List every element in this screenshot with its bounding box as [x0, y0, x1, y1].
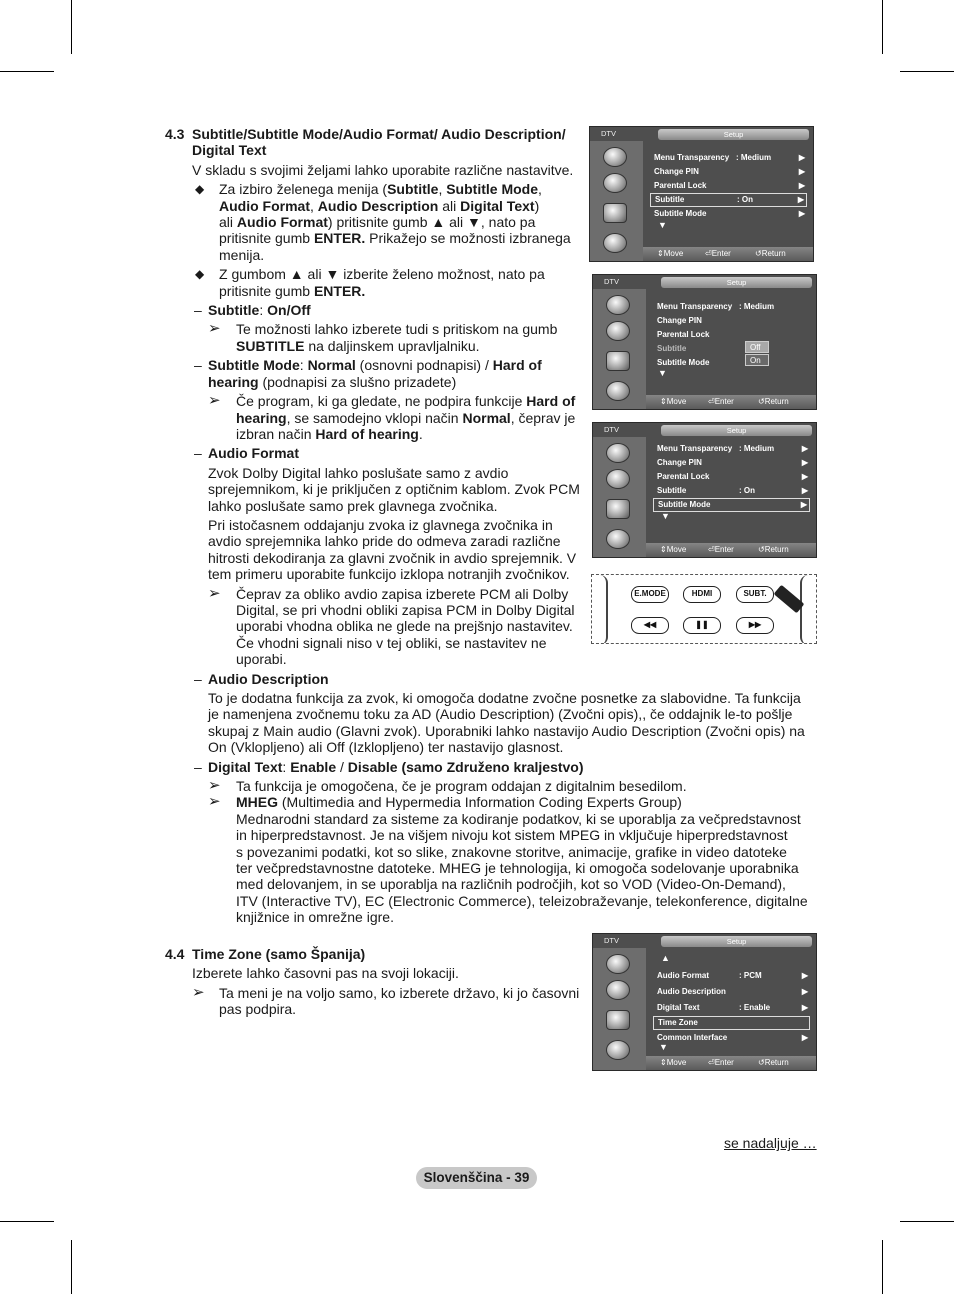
tab-setup: Setup: [658, 129, 809, 140]
dash-bullet: –: [194, 758, 202, 775]
osd-screen-subtitle-mode: DTV Setup Menu Transparency : Medium ▶ Change PIN ▶ Parental Lock ▶ Subtitle : On ▶ Subtitle Mode ▶ ▼ ⇕ Move ⏎ Enter ↺ Return: [592, 422, 817, 558]
enter-hint: ⏎ Enter: [708, 545, 734, 554]
bullet-select-menu: ◆ Za izbiro želenega menija (Subtitle, Subtitle Mode, Audio Format, Audio Description ali Digital Text) ali Audio Format) pritisnite gumb ▲ ali ▼, nato pa pritisnite gumb ENTER. Prikažejo se možnosti izbranega menija.: [195, 181, 571, 263]
scroll-down-icon: ▼: [658, 368, 667, 378]
dash-bullet: –: [194, 670, 202, 687]
menu-item-common-interface[interactable]: Common Interface ▶: [657, 1033, 808, 1042]
note-subtitle-mode: ➢ Če program, ki ga gledate, ne podpira funkcije Hard of hearing, se samodejno vklopi način Normal, čeprav je izbran način Hard of hearing.: [208, 392, 576, 442]
rewind-button[interactable]: ◀◀: [631, 617, 669, 634]
item-audio-format: – Audio Format: [194, 445, 299, 462]
picture-menu-icon: [606, 443, 630, 463]
return-hint: ↺ Return: [758, 397, 789, 406]
menu-item-menu-transparency[interactable]: Menu Transparency : Medium ▶: [657, 444, 808, 453]
diamond-bullet-icon: ◆: [195, 267, 205, 282]
setup-menu-icon: [606, 351, 630, 371]
note-audio-format: ➢ Čeprav za obliko avdio zapisa izberete PCM ali Dolby Digital, se pri vhodni obliki zapisa PCM in Dolby Digital uporabi vhodna oblika ne glede na prejšnjo nastavitev. Če vhodni signali niso v tej obliki, se nastavitev ne uporabi.: [208, 584, 575, 668]
sound-menu-icon: [606, 469, 630, 489]
osd-screen-time-zone: DTV Setup ▲ Audio Format : PCM ▶ Audio Description ▶ Digital Text : Enable ▶ Time Zone Common Interface ▶ ▼ ⇕ Move ⏎ Enter ↺ Return: [592, 933, 817, 1071]
scroll-down-icon: ▼: [661, 511, 670, 521]
item-subtitle-mode: – Subtitle Mode: Normal (osnovni podnapisi) / Hard of hearing (podnapisi za slušno prizadete): [194, 357, 542, 390]
setup-menu-icon: [606, 1010, 630, 1030]
osd-footer: [646, 1056, 816, 1070]
item-subtitle: – Subtitle: On/Off: [194, 302, 311, 319]
input-menu-icon: [606, 381, 630, 401]
setup-menu-icon: [606, 499, 630, 519]
note-subtitle: ➢ Te možnosti lahko izberete tudi s pritiskom na gumb SUBTITLE na daljinskem upravljalniku.: [208, 320, 558, 354]
crop-mark: [71, 1240, 72, 1294]
section-4-4-intro: Izberete lahko časovni pas na svoji lokaciji.: [192, 965, 459, 982]
sound-menu-icon: [603, 173, 627, 193]
subtitle-button[interactable]: SUBT.: [736, 586, 774, 603]
osd-footer: [643, 247, 813, 261]
menu-item-subtitle[interactable]: Subtitle : On ▶: [650, 193, 807, 207]
note-arrow-icon: ➢: [208, 584, 221, 602]
note-arrow-icon: ➢: [208, 392, 221, 410]
menu-item-digital-text[interactable]: Digital Text : Enable ▶: [657, 1003, 808, 1012]
picture-menu-icon: [603, 147, 627, 167]
note-arrow-icon: ➢: [192, 983, 205, 1001]
subtitle-options-popup: [745, 341, 769, 367]
menu-item-parental-lock[interactable]: Parental Lock: [657, 330, 710, 339]
fast-forward-button[interactable]: ▶▶: [736, 617, 774, 634]
input-menu-icon: [603, 233, 627, 253]
tab-setup: Setup: [661, 277, 812, 288]
item-digital-text: – Digital Text: Enable / Disable (samo Združeno kraljestvo): [194, 758, 584, 775]
move-hint: ⇕ Move: [660, 545, 687, 554]
note-digital-text: ➢ Ta funkcija je omogočena, če je program oddajan z digitalnim besedilom.: [208, 777, 687, 795]
dash-bullet: –: [194, 357, 202, 374]
return-hint: ↺ Return: [758, 545, 789, 554]
note-arrow-icon: ➢: [208, 320, 221, 338]
return-hint: ↺ Return: [758, 1058, 789, 1067]
tab-setup: Setup: [661, 425, 812, 436]
scroll-down-icon: ▼: [658, 220, 667, 230]
note-arrow-icon: ➢: [208, 777, 221, 795]
menu-item-subtitle-mode[interactable]: Subtitle Mode ▶: [653, 498, 810, 512]
menu-item-time-zone[interactable]: Time Zone: [653, 1016, 810, 1030]
menu-sidebar: [593, 437, 646, 557]
dash-bullet: –: [194, 302, 202, 319]
crop-mark: [882, 0, 883, 54]
menu-item-subtitle-mode[interactable]: Subtitle Mode: [657, 358, 710, 367]
bullet-select-option: ◆ Z gumbom ▲ ali ▼ izberite želeno možnost, nato pa pritisnite gumb ENTER.: [195, 266, 545, 299]
hdmi-button[interactable]: HDMI: [683, 586, 721, 603]
continued-note: se nadaljuje …: [724, 1135, 817, 1151]
scroll-down-icon: ▼: [659, 1042, 668, 1052]
menu-item-subtitle[interactable]: Subtitle: [657, 344, 687, 353]
note-time-zone: ➢ Ta meni je na voljo samo, ko izberete državo, ki jo časovni pas podpira.: [192, 983, 580, 1017]
section-heading-4-4: 4.4 Time Zone (samo Španija): [165, 945, 366, 962]
osd-screen-subtitle-popup: DTV Setup Menu Transparency : Medium Change PIN Parental Lock Subtitle Subtitle Mode Off On ▼ ⇕ Move ⏎ Enter ↺ Return: [592, 274, 817, 410]
input-menu-icon: [606, 1040, 630, 1060]
audio-description-para: To je dodatna funkcija za zvok, ki omogoča dodatne zvočne posnetke za slabovidne. Ta funkcija je namenjena zvočnemu toku za AD (Audio Description) (Zvočni opis),, če oddajnik le-to pošlje skupaj z Main audio (Glavni zvok). Uporabniki lahko nastavijo Audio Description (Zvočni opis) na On (Vklopljeno) ali Off (Izklopljeno) ter nastavijo glasnost.: [208, 690, 805, 756]
input-menu-icon: [606, 529, 630, 549]
menu-item-subtitle-mode[interactable]: Subtitle Mode ▶: [654, 209, 805, 218]
section-intro: V skladu s svojimi željami lahko uporabite različne nastavitve.: [192, 161, 574, 178]
menu-sidebar: [593, 289, 646, 409]
menu-item-change-pin[interactable]: Change PIN: [657, 316, 702, 325]
page-number-badge: Slovenščina - 39: [416, 1167, 537, 1189]
osd-footer: [646, 543, 816, 557]
sound-menu-icon: [606, 980, 630, 1000]
menu-sidebar: [593, 948, 646, 1070]
menu-item-parental-lock[interactable]: Parental Lock ▶: [657, 472, 808, 481]
picture-menu-icon: [606, 954, 630, 974]
remote-control-illustration: [591, 574, 817, 644]
menu-item-change-pin[interactable]: Change PIN ▶: [657, 458, 808, 467]
section-heading-4-3: 4.3 Subtitle/Subtitle Mode/Audio Format/ Audio Description/: [165, 126, 566, 142]
emode-button[interactable]: E.MODE: [631, 586, 669, 603]
crop-mark: [900, 71, 954, 72]
scroll-up-icon: ▲: [661, 953, 670, 963]
enter-hint: ⏎ Enter: [708, 397, 734, 406]
crop-mark: [882, 1240, 883, 1294]
audio-format-para-1: Zvok Dolby Digital lahko poslušate samo z avdio sprejemnikom, ki je priključen z optičnim kablom. Zvok PCM lahko poslušate samo prek glavnega zvočnika.: [208, 464, 580, 514]
move-hint: ⇕ Move: [660, 1058, 687, 1067]
note-mheg: ➢ MHEG (Multimedia and Hypermedia Information Coding Experts Group) Mednarodni standard za sisteme za kodiranje podatkov, ki se uporablja za večpredstavnost in hiperpredstavnost. Je na višjem nivoju kot sistem MPEG in vključuje hiperpredstavnost s povezanimi podatki, kot so slike, znakovne storitve, animacije, grafike in video datoteke ter večpredstavnostne datoteke. MHEG je tehnologija, ki omogoča sodelovanje uporabnika med delovanjem, in se uporablja na različnih področjih, kot so VOD (Video-On-Demand), ITV (Interactive TV), EC (Electronic Commerce), teleizobraževanje, telekonference, digitalne knjižnice in omrežne igre.: [208, 793, 808, 926]
crop-mark: [0, 71, 54, 72]
note-arrow-icon: ➢: [208, 793, 221, 811]
sound-menu-icon: [606, 321, 630, 341]
menu-item-subtitle[interactable]: Subtitle : On ▶: [657, 486, 808, 495]
enter-hint: ⏎ Enter: [708, 1058, 734, 1067]
menu-sidebar: [590, 141, 643, 261]
menu-item-parental-lock[interactable]: Parental Lock ▶: [654, 181, 805, 190]
picture-menu-icon: [606, 295, 630, 315]
setup-menu-icon: [603, 203, 627, 223]
menu-item-menu-transparency[interactable]: Menu Transparency : Medium: [657, 302, 775, 311]
enter-hint: ⏎ Enter: [705, 249, 731, 258]
crop-mark: [71, 0, 72, 54]
move-hint: ⇕ Move: [657, 249, 684, 258]
osd-footer: [646, 395, 816, 409]
menu-item-menu-transparency[interactable]: Menu Transparency : Medium ▶: [654, 153, 805, 162]
tab-setup: Setup: [661, 936, 812, 947]
move-hint: ⇕ Move: [660, 397, 687, 406]
section-heading-4-3-cont: Digital Text: [192, 142, 267, 159]
crop-mark: [0, 1221, 54, 1222]
dash-bullet: –: [194, 445, 202, 462]
option-on[interactable]: On: [745, 354, 769, 366]
menu-item-audio-description[interactable]: Audio Description ▶: [657, 987, 808, 996]
menu-item-audio-format[interactable]: Audio Format : PCM ▶: [657, 971, 808, 980]
option-off[interactable]: Off: [745, 341, 769, 353]
diamond-bullet-icon: ◆: [195, 182, 205, 197]
menu-item-change-pin[interactable]: Change PIN ▶: [654, 167, 805, 176]
osd-screen-subtitle: DTV Setup Menu Transparency : Medium ▶ Change PIN ▶ Parental Lock ▶ Subtitle : On ▶ Subtitle Mode ▶ ▼ ⇕ Move ⏎ Enter ↺ Return: [589, 126, 814, 262]
pause-button[interactable]: ❚❚: [683, 617, 721, 634]
return-hint: ↺ Return: [755, 249, 786, 258]
item-audio-description: – Audio Description: [194, 670, 329, 687]
crop-mark: [900, 1221, 954, 1222]
audio-format-para-2: Pri istočasnem oddajanju zvoka iz glavnega zvočnika in avdio sprejemnika lahko pride do odmeva zaradi različne hitrosti dekodiranja za glavni zvočnik in avdio sprejemnik. V tem primeru uporabite funkcijo izklopa notranjih zvočnikov.: [208, 516, 577, 583]
